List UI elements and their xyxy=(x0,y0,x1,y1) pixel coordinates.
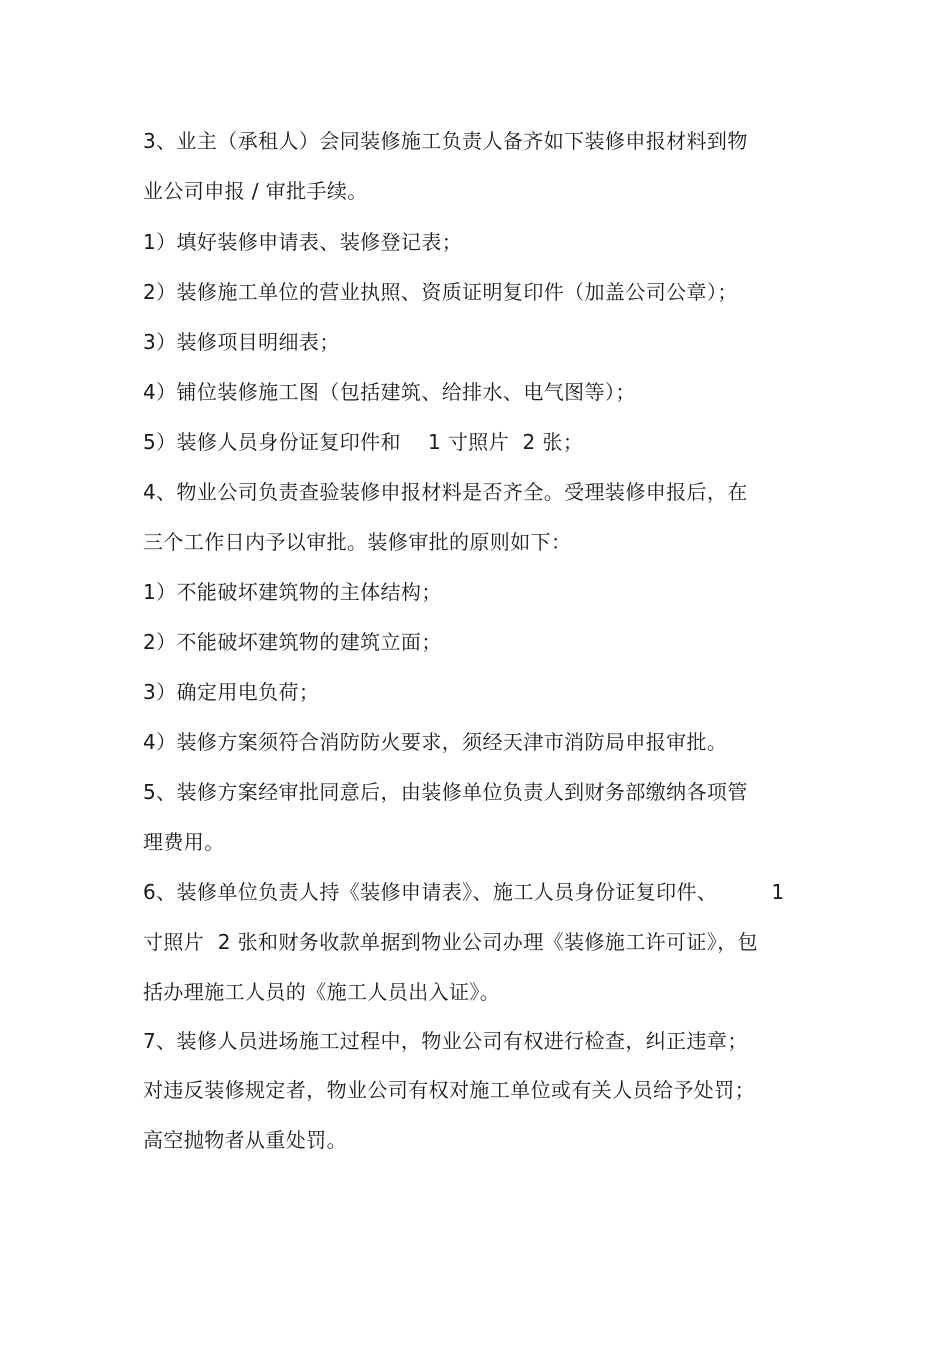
text-line: 业公司申报 / 审批手续。 xyxy=(143,179,368,203)
text-line: 2）装修施工单位的营业执照、资质证明复印件（加盖公司公章）； xyxy=(143,280,738,304)
text-line: 寸照片 2 张和财务收款单据到物业公司办理《装修施工许可证》，包 xyxy=(143,930,758,954)
text-line: 高空抛物者从重处罚。 xyxy=(143,1128,347,1152)
text-line: 三个工作日内予以审批。装修审批的原则如下： xyxy=(143,530,572,554)
text-line: 括办理施工人员的《施工人员出入证》。 xyxy=(143,980,501,1004)
text-line: 4）铺位装修施工图（包括建筑、给排水、电气图等）； xyxy=(143,380,636,404)
text-line: 3、业主（承租人）会同装修施工负责人备齐如下装修申报材料到物 xyxy=(143,129,748,153)
text-line: 2）不能破坏建筑物的建筑立面； xyxy=(143,630,442,654)
text-line: 5、装修方案经审批同意后，由装修单位负责人到财务部缴纳各项管 xyxy=(143,780,748,804)
text-line: 理费用。 xyxy=(143,830,225,854)
text-line: 7、装修人员进场施工过程中，物业公司有权进行检查，纠正违章； xyxy=(143,1029,748,1053)
text-line: 4、物业公司负责查验装修申报材料是否齐全。受理装修申报后，在 xyxy=(143,480,748,504)
text-line: 对违反装修规定者，物业公司有权对施工单位或有关人员给予处罚； xyxy=(143,1078,755,1102)
text-line: 5）装修人员身份证复印件和 1 寸照片 2 张； xyxy=(143,430,584,454)
text-line: 3）确定用电负荷； xyxy=(143,680,320,704)
text-line: 1）不能破坏建筑物的主体结构； xyxy=(143,580,442,604)
text-line: 6、装修单位负责人持《装修申请表》、施工人员身份证复印件、 1 xyxy=(143,880,785,904)
text-line: 1）填好装修申请表、装修登记表； xyxy=(143,230,463,254)
text-line: 3）装修项目明细表； xyxy=(143,330,340,354)
text-line: 4）装修方案须符合消防防火要求，须经天津市消防局申报审批。 xyxy=(143,730,728,754)
